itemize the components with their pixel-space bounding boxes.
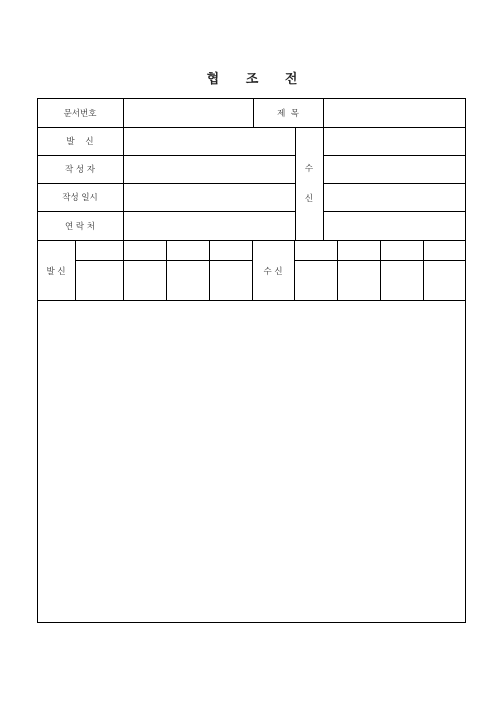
subject-label: 제 목: [277, 109, 299, 119]
title-char: 전: [284, 72, 298, 87]
col-divider: [123, 98, 124, 240]
col-divider: [253, 98, 254, 127]
row-divider: [323, 183, 466, 184]
approval-receiver-label: 수 신: [263, 267, 283, 277]
approval-col: [380, 240, 381, 300]
approval-col: [75, 240, 76, 300]
contact-label: 연 락 처: [64, 222, 96, 232]
row-divider: [37, 155, 295, 156]
title-char: 협: [206, 72, 220, 87]
row-divider: [37, 183, 295, 184]
sender-label: 발 신: [66, 137, 94, 147]
approval-col: [209, 240, 210, 300]
receiver-label-char: 신: [304, 194, 314, 204]
approval-col: [337, 240, 338, 300]
doc-number-label: 문서번호: [63, 109, 97, 119]
row-divider: [323, 211, 466, 212]
document-title: [0, 68, 504, 87]
approval-col: [423, 240, 424, 300]
row-divider: [37, 127, 466, 128]
approval-col: [166, 240, 167, 300]
receiver-label-char: 수: [304, 164, 314, 174]
row-divider: [37, 211, 295, 212]
title-char: 조: [245, 72, 259, 87]
body-area[interactable]: [38, 301, 465, 622]
approval-divider: [75, 260, 252, 261]
approval-sender-label: 발 신: [46, 267, 66, 277]
date-label: 작성 일시: [62, 193, 98, 203]
row-divider: [323, 155, 466, 156]
col-divider: [323, 98, 324, 240]
approval-col: [252, 240, 253, 300]
approval-col: [123, 240, 124, 300]
col-divider: [295, 127, 296, 240]
approval-col: [294, 240, 295, 300]
author-label: 작 성 자: [64, 165, 96, 175]
